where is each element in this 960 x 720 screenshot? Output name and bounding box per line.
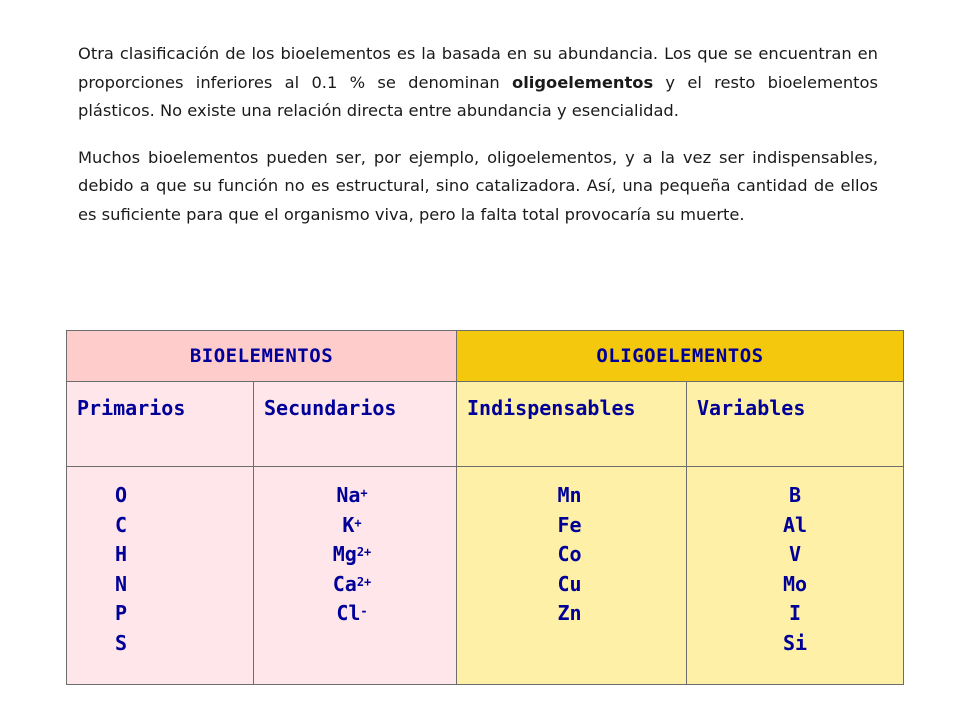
- bioelements-table: [66, 330, 904, 685]
- element-I: I: [788, 601, 802, 625]
- element-Mn: Mn: [557, 483, 582, 507]
- paragraph-abundance: [78, 40, 878, 126]
- element-V: V: [788, 542, 802, 566]
- element-P: P: [114, 601, 128, 625]
- subheader-primarios: [67, 382, 254, 467]
- subheader-secundarios-label: Secundarios: [264, 396, 397, 420]
- paragraph-catalysis: Muchos bioelementos pueden ser, por ejemplo, oligoelementos, y a la vez ser indispensables, debido a que su función no es estructural, sino catalizadora. Así, una pequeña cantidad de ellos es suficiente para que el organismo viva, pero la falta total provocaría su muerte.: [78, 147, 878, 224]
- ion-charge: 2+: [356, 545, 372, 559]
- element-B: B: [788, 483, 802, 507]
- list-secundarios: [254, 467, 457, 685]
- element-N: N: [114, 571, 128, 596]
- text-block: [78, 40, 878, 247]
- element-Mo: Mo: [782, 571, 808, 596]
- ion-Cl: [254, 599, 450, 629]
- paragraph-1-text-b: y el resto bioelementos plásticos. No existe una relación directa entre abundancia y esencialidad.: [78, 72, 878, 120]
- element-Fe: Fe: [557, 512, 582, 537]
- element-Co: Co: [557, 542, 582, 566]
- ion-symbol: Na: [336, 483, 361, 507]
- oligoelementos-term: oligoelementos: [512, 72, 654, 92]
- ion-charge: -: [360, 604, 368, 618]
- element-Zn: Zn: [557, 601, 582, 625]
- ion-K: [254, 511, 450, 541]
- ion-symbol: Ca: [332, 571, 357, 596]
- ion-charge: +: [360, 486, 368, 500]
- element-O: O: [114, 483, 128, 507]
- list-primarios: [67, 467, 254, 685]
- ion-Mg: [254, 540, 450, 570]
- subheader-indispensables-label: Indispensables: [467, 396, 636, 420]
- list-indispensables: [457, 467, 687, 685]
- list-variables: [687, 467, 904, 685]
- header-oligoelementos: OLIGOELEMENTOS: [457, 331, 904, 382]
- ion-symbol: Cl: [336, 601, 361, 625]
- subheader-indispensables: [457, 382, 687, 467]
- element-S: S: [114, 630, 128, 655]
- element-C: C: [114, 512, 128, 537]
- ion-Ca: [254, 570, 450, 600]
- ion-symbol: K: [342, 512, 355, 537]
- subheader-primarios-label: Primarios: [77, 396, 186, 420]
- ion-charge: +: [354, 515, 362, 530]
- subheader-variables-label: Variables: [697, 396, 806, 420]
- ion-Na: [254, 481, 450, 511]
- header-bioelementos: BIOELEMENTOS: [67, 331, 457, 382]
- element-Al: Al: [782, 512, 808, 537]
- ion-charge: 2+: [356, 574, 372, 589]
- element-Si: Si: [782, 630, 808, 655]
- ion-symbol: Mg: [332, 542, 357, 566]
- element-Cu: Cu: [557, 571, 582, 596]
- element-H: H: [114, 542, 128, 566]
- subheader-variables: [687, 382, 904, 467]
- paragraph-1-text-a: Otra clasificación de los bioelementos es la basada en su abundancia. Los que se encuentran en proporciones inferiores al 0.1 % se denominan: [78, 44, 878, 92]
- subheader-secundarios: [254, 382, 457, 467]
